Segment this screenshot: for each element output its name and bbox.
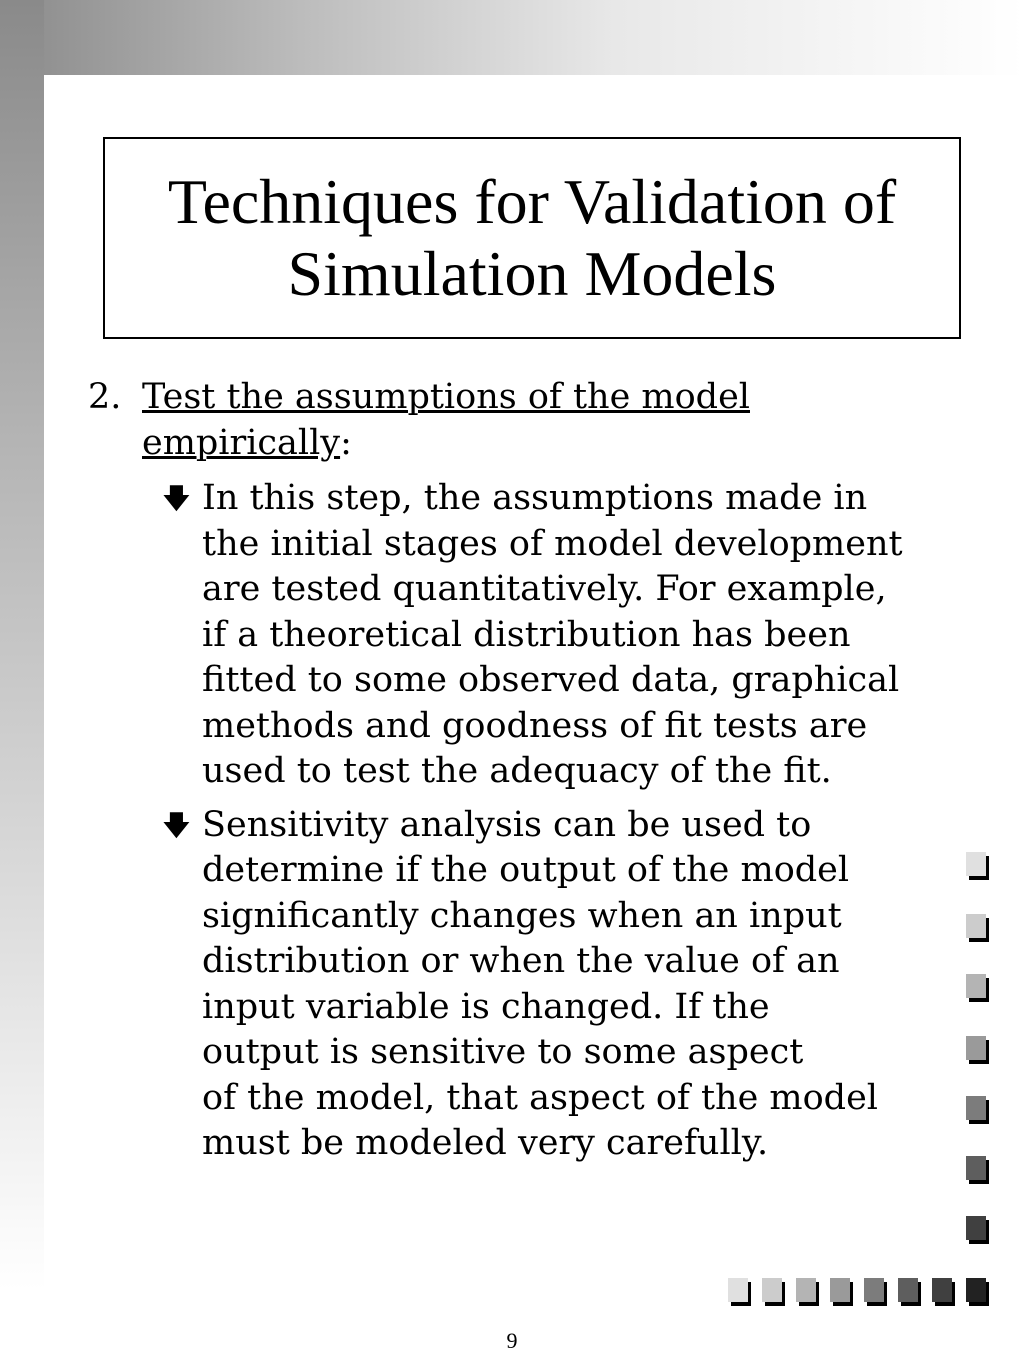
bullet-item-2 (162, 803, 948, 1167)
decorative-square (966, 974, 986, 998)
decorative-square (762, 1278, 782, 1302)
slide-content (88, 375, 948, 1175)
decorative-square (830, 1278, 850, 1302)
bullet-text-2 (202, 803, 948, 1167)
decorative-square (966, 1216, 986, 1240)
decorative-square (966, 1156, 986, 1180)
decorative-square (864, 1278, 884, 1302)
page-number: 9 (506, 1328, 518, 1353)
decorative-square (796, 1278, 816, 1302)
bullet-list (162, 476, 948, 1167)
decorative-square (728, 1278, 748, 1302)
title-box (103, 137, 961, 339)
slide-title-line2: Simulation Models (287, 238, 777, 309)
bullet-item-1 (162, 476, 948, 795)
bullet-line: the initial stages of model development (202, 523, 903, 564)
item-heading-line1: Test the assumptions of the model (142, 377, 750, 417)
bullet-line: are tested quantitatively. For example, (202, 569, 887, 609)
slide-title-line1: Techniques for Validation of (167, 166, 897, 237)
decorative-square (932, 1278, 952, 1302)
bullet-line: Sensitivity analysis can be used to (202, 804, 812, 845)
bullet-line: significantly changes when an input (202, 895, 842, 936)
bullet-line: must be modeled very carefully. (202, 1123, 769, 1163)
item-number: 2. (88, 377, 122, 417)
numbered-item (88, 375, 948, 466)
bullet-text-1 (202, 476, 948, 795)
item-heading-suffix: : (340, 422, 352, 463)
bullet-line: if a theoretical distribution has been (202, 614, 851, 655)
bullet-line: used to test the adequacy of the fit. (202, 751, 832, 791)
decorative-square (966, 914, 986, 938)
slide-title (168, 166, 896, 310)
decorative-square (966, 1278, 986, 1302)
top-gradient-band (0, 0, 1024, 75)
down-arrow-icon: 🡇 (162, 482, 191, 515)
decorative-square (966, 1096, 986, 1120)
left-gradient-band (0, 0, 44, 1290)
decorative-square (966, 852, 986, 876)
bullet-line: methods and goodness of fit tests are (202, 705, 868, 746)
down-arrow-icon: 🡇 (162, 808, 191, 842)
bullet-line: distribution or when the value of an (202, 941, 840, 981)
decorative-square (898, 1278, 918, 1302)
bullet-line: of the model, that aspect of the model (202, 1077, 878, 1118)
bullet-line: fitted to some observed data, graphical (202, 660, 900, 700)
decorative-square (966, 1036, 986, 1060)
bullet-line: In this step, the assumptions made in (202, 478, 868, 518)
bullet-line: determine if the output of the model (202, 850, 850, 890)
bullet-line: output is sensitive to some aspect (202, 1032, 804, 1072)
item-heading-line2: empirically (142, 422, 341, 463)
bullet-line: input variable is changed. If the (202, 986, 770, 1027)
item-heading (142, 375, 948, 466)
